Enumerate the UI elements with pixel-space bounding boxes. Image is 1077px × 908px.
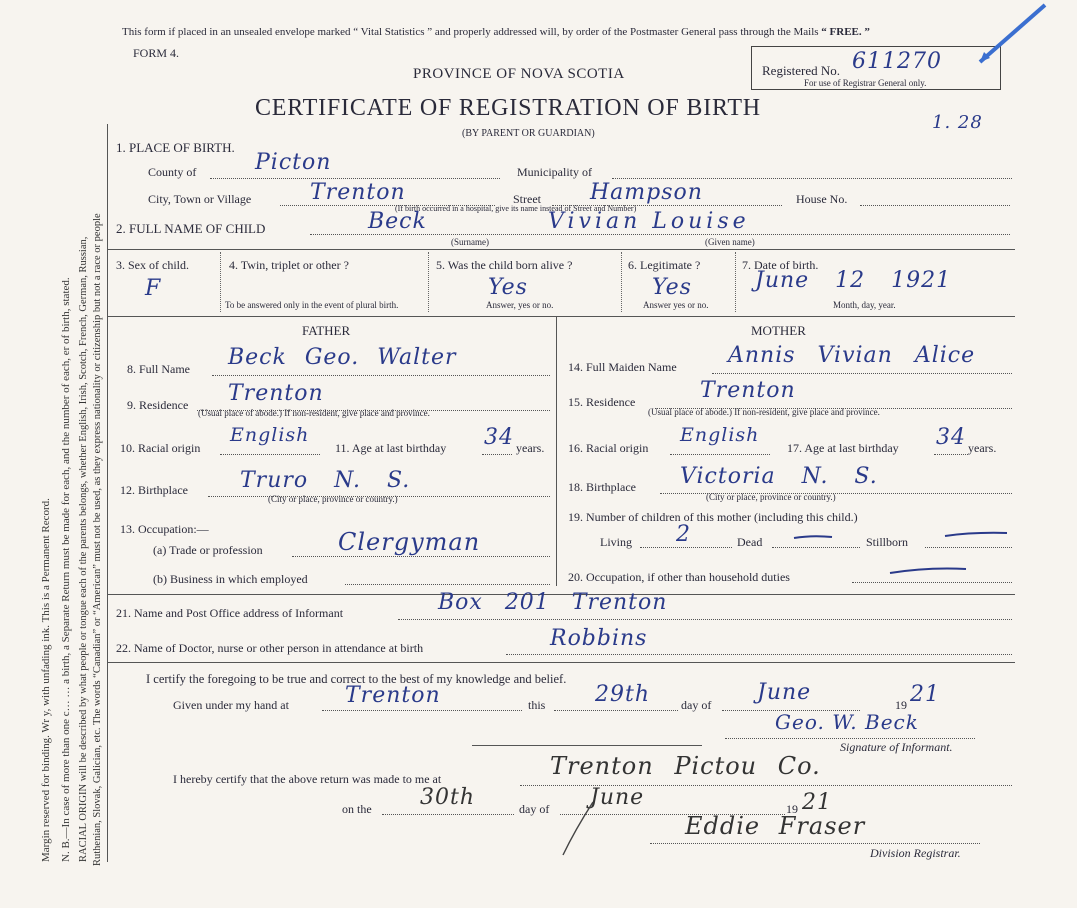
parents-top-line — [107, 316, 1015, 317]
mother-heading: MOTHER — [751, 323, 806, 338]
f9-label: 9. Residence — [127, 398, 189, 412]
informant-sig-line-left — [472, 745, 702, 746]
f11-line — [482, 454, 512, 455]
registrar-dayof-label: day of — [519, 802, 550, 816]
divider-4-5 — [428, 252, 429, 312]
registrar-month: June — [590, 785, 645, 810]
f5-note: Answer, yes or no. — [486, 300, 554, 310]
living-line — [640, 547, 732, 548]
stillborn-label: Stillborn — [866, 535, 909, 549]
given-month: June — [757, 680, 812, 705]
city-label: City, Town or Village — [148, 192, 252, 206]
house-label: House No. — [796, 192, 848, 206]
f7-value: June 12 1921 — [755, 268, 952, 293]
f10-label: 10. Racial origin — [120, 441, 201, 455]
living-label: Living — [600, 535, 632, 549]
municipality-label: Municipality of — [517, 165, 592, 179]
f2-label: 2. FULL NAME OF CHILD — [116, 221, 266, 236]
f21-label: 21. Name and Post Office address of Informant — [116, 606, 344, 620]
f6-value: Yes — [652, 275, 692, 300]
registrar-use-note: For use of Registrar General only. — [804, 78, 927, 88]
registrar-day-line — [382, 814, 514, 815]
hereby-text: I hereby certify that the above return was made to me at — [173, 772, 442, 786]
f13-label: 13. Occupation:— — [120, 522, 209, 536]
child-given-name: Vivian Louise — [548, 209, 750, 234]
registrar-place: Trenton Pictou Co. — [550, 752, 821, 780]
f20-line — [852, 582, 1012, 583]
parents-divider — [556, 316, 557, 586]
f12-value: Truro N. S. — [240, 468, 411, 493]
given-place: Trenton — [345, 683, 441, 708]
divider-5-6 — [621, 252, 622, 312]
f14-value: Annis Vivian Alice — [728, 343, 976, 368]
f8-line — [212, 375, 550, 376]
f10-value: English — [230, 424, 310, 446]
f13a-value: Clergyman — [338, 528, 481, 556]
dead-line — [772, 547, 860, 548]
f9-note: (Usual place of abode.) If non-resident, give place and province. — [198, 408, 430, 418]
f6-label: 6. Legitimate ? — [628, 258, 701, 272]
stillborn-line — [925, 547, 1012, 548]
county-line — [210, 178, 500, 179]
mail-notice-b: “ Vital Statistics ” and properly addressed will, by order of the Postmaster General pass through the Mails — [353, 26, 819, 38]
f20-dash — [888, 565, 968, 575]
mail-notice — [122, 26, 870, 38]
page-subtitle: (BY PARENT OR GUARDIAN) — [462, 128, 595, 139]
f17-label: 17. Age at last birthday — [787, 441, 899, 455]
f13b-label: (b) Business in which employed — [153, 572, 308, 586]
divider-6-7 — [735, 252, 736, 312]
f16-label: 16. Racial origin — [568, 441, 649, 455]
registrar-day: 30th — [420, 785, 476, 810]
f6-note: Answer yes or no. — [643, 300, 709, 310]
f1-label: 1. PLACE OF BIRTH. — [116, 140, 235, 155]
given-day: 29th — [595, 682, 651, 707]
margin-note-3: RACIAL ORIGIN will be described by what people or tongue each of the parents belongs, whether English, Irish, Scotch, French, German, Russian, — [78, 236, 89, 862]
f13a-line — [292, 556, 550, 557]
f9-value: Trenton — [228, 381, 324, 406]
f22-label: 22. Name of Doctor, nurse or other person in attendance at birth — [116, 641, 424, 655]
given-year-prefix: 19 — [895, 698, 907, 712]
form-number: FORM 4. — [133, 46, 180, 60]
f17-line — [934, 454, 968, 455]
hospital-note: (If birth occurred in a hospital, give its name instead of Street and Number) — [395, 204, 637, 213]
margin-note-1: Margin reserved for binding. Wr y, with unfading ink. This is a Permanent Record. — [40, 498, 52, 862]
registrar-sig-line — [650, 843, 980, 844]
f7-note: Month, day, year. — [833, 300, 896, 310]
f17-value: 34 — [936, 425, 966, 450]
street-value: Hampson — [590, 180, 703, 205]
f5-label: 5. Was the child born alive ? — [436, 258, 573, 272]
f13b-line — [345, 584, 550, 585]
f10-line — [220, 454, 320, 455]
corner-mark: 1. 28 — [932, 112, 983, 133]
registrar-year: 21 — [802, 790, 832, 815]
surname-note: (Surname) — [451, 237, 489, 247]
f14-label: 14. Full Maiden Name — [568, 360, 677, 374]
pen-stroke-mark — [970, 0, 1050, 70]
divider-3-4 — [220, 252, 221, 312]
house-line — [860, 205, 1010, 206]
informant-bottom-line — [107, 662, 1015, 663]
given-label: Given under my hand at — [173, 698, 289, 712]
f16-value: English — [680, 424, 760, 446]
margin-note-4: Ruthenian, Slovak, Galician, etc. The words “Canadian” or “American” must not be used, as they express nationality or citizenship but not a race or people — [92, 213, 103, 866]
county-label: County of — [148, 165, 197, 179]
margin-note-2: N. B.—In case of more than one c… … a birth, a Separate Return must be made for each, and the number of each, er of birth, stated. — [60, 277, 72, 862]
child-name-line — [310, 234, 1010, 235]
given-day-line — [554, 710, 678, 711]
f18-label: 18. Birthplace — [568, 480, 636, 494]
mail-notice-free: “ FREE. ” — [821, 26, 870, 38]
f18-note: (City or place, province or country.) — [706, 492, 836, 502]
f20-label: 20. Occupation, if other than household duties — [568, 570, 790, 584]
sig-informant-label: Signature of Informant. — [840, 740, 953, 754]
given-name-note: (Given name) — [705, 237, 755, 247]
page-title: CERTIFICATE OF REGISTRATION OF BIRTH — [255, 95, 761, 121]
sex-value: F — [145, 276, 162, 301]
f18-value: Victoria N. S. — [680, 464, 878, 489]
f8-value: Beck Geo. Walter — [228, 345, 457, 370]
registrar-signature: Eddie Fraser — [685, 812, 866, 840]
f3-label: 3. Sex of child. — [116, 258, 189, 272]
dead-label: Dead — [737, 535, 763, 549]
on-the-label: on the — [342, 802, 372, 816]
province-heading: PROVINCE OF NOVA SCOTIA — [413, 66, 625, 82]
f14-line — [712, 373, 1012, 374]
registered-value: 611270 — [852, 49, 942, 74]
certify-text: I certify the foregoing to be true and correct to the best of my knowledge and belief. — [146, 672, 567, 686]
f4-note: To be answered only in the event of plural birth. — [225, 300, 399, 310]
f16-line — [670, 454, 770, 455]
f17-years: years. — [968, 441, 997, 455]
stillborn-dash — [943, 530, 1009, 538]
f12-note: (City or place, province or country.) — [268, 494, 398, 504]
f12-label: 12. Birthplace — [120, 483, 188, 497]
given-year: 21 — [910, 682, 940, 707]
f15-note: (Usual place of abode.) If non-resident, give place and province. — [648, 407, 880, 417]
f21-line — [398, 619, 1012, 620]
f4-label: 4. Twin, triplet or other ? — [229, 258, 349, 272]
city-value: Trenton — [310, 180, 406, 205]
f13a-label: (a) Trade or profession — [153, 543, 263, 557]
f22-line — [506, 654, 1012, 655]
given-dayof-label: day of — [681, 698, 712, 712]
informant-sig-line — [725, 738, 975, 739]
registered-box — [751, 46, 1001, 90]
registrar-year-prefix: 19 — [786, 802, 798, 816]
street-label: Street — [513, 192, 541, 206]
f11-years: years. — [516, 441, 545, 455]
dead-dash — [792, 533, 834, 541]
f11-value: 34 — [484, 425, 514, 450]
county-value: Picton — [255, 150, 332, 175]
registrar-month-flourish — [555, 800, 615, 860]
given-this-label: this — [528, 698, 546, 712]
f19-label: 19. Number of children of this mother (including this child.) — [568, 510, 858, 524]
informant-signature: Geo. W. Beck — [775, 710, 919, 734]
row3-top-line — [107, 249, 1015, 250]
living-value: 2 — [676, 522, 691, 547]
mail-notice-a: This form if placed in an unsealed envelope marked — [122, 26, 351, 38]
f8-label: 8. Full Name — [127, 362, 190, 376]
father-heading: FATHER — [302, 323, 351, 338]
f11-label: 11. Age at last birthday — [335, 441, 447, 455]
f15-value: Trenton — [700, 378, 796, 403]
f22-value: Robbins — [550, 626, 648, 651]
f21-value: Box 201 Trenton — [438, 590, 668, 615]
registered-label: Registered No. — [762, 63, 840, 78]
f7-label: 7. Date of birth. — [742, 258, 819, 272]
division-registrar-label: Division Registrar. — [870, 846, 961, 860]
given-place-line — [322, 710, 522, 711]
f5-value: Yes — [488, 275, 528, 300]
child-surname: Beck — [368, 209, 427, 234]
municipality-line — [612, 178, 1012, 179]
f15-label: 15. Residence — [568, 395, 636, 409]
left-border — [107, 124, 108, 862]
